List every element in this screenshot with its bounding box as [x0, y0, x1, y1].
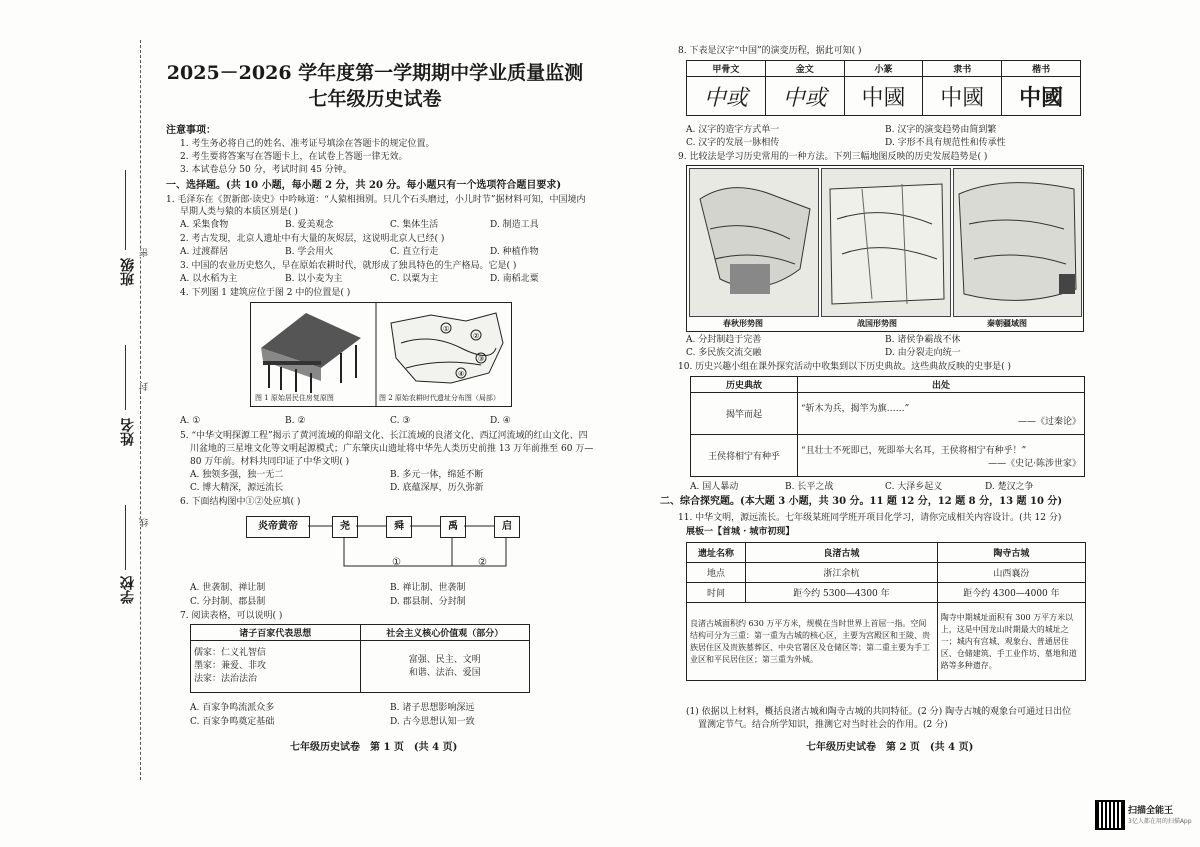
q6-option-b[interactable]: B. 禅让制、世袭制: [390, 583, 466, 593]
q8-header: 楷书: [1002, 61, 1081, 77]
q6-option-a[interactable]: A. 世袭制、禅让制: [190, 583, 266, 593]
page-two: [600, 0, 1200, 847]
q2-option-c[interactable]: C. 直立行走: [390, 247, 439, 257]
q10-option-a[interactable]: A. 国人暴动: [690, 482, 739, 492]
q5-option-c[interactable]: C. 博大精深，源远流长: [190, 483, 284, 493]
q7-stem: 7. 阅读表格，可以说明( ): [180, 611, 283, 621]
q10-option-c[interactable]: C. 大泽乡起义: [885, 482, 943, 492]
q8-option-c[interactable]: C. 汉字的发展一脉相传: [686, 138, 780, 148]
binding-margin: [0, 0, 150, 847]
q9-option-b[interactable]: B. 诸侯争霸战不休: [885, 335, 961, 345]
q11-subquestion-2: 置测定节气。结合所学知识，推测它对当时社会的作用。(2 分): [698, 720, 948, 730]
q2-option-b[interactable]: B. 学会用火: [285, 247, 334, 257]
q11-header: 遗址名称: [687, 543, 746, 563]
q8-header: 甲骨文: [687, 61, 766, 77]
q1-option-d[interactable]: D. 制造工具: [490, 220, 539, 230]
q7-option-c[interactable]: C. 百家争鸣奠定基础: [190, 717, 275, 727]
q7-header-2: 社会主义核心价值观（部分）: [360, 625, 530, 641]
q2-option-a[interactable]: A. 过渡群居: [180, 247, 229, 257]
seal-char-feng: 封: [140, 382, 150, 391]
q6-option-d[interactable]: D. 郡县制、分封制: [390, 597, 466, 607]
q10-header-2: 出处: [798, 377, 1085, 393]
q2-option-d[interactable]: D. 种植作物: [490, 247, 539, 257]
q1-option-b[interactable]: B. 爱美观念: [285, 220, 334, 230]
scanner-label: 扫描全能王: [1128, 806, 1174, 816]
q5-stem: 5. “中华文明探源工程”揭示了黄河流域的仰韶文化、长江流域的良渚文化、西辽河流域的红山文化、四: [180, 431, 588, 441]
q11-desc-taosi: 陶寺中期城址面积有 300 万平方米以上，这是中国龙山时期最大的城址之一；城内有宫城、观象台、普通居住区、仓储建筑、手工业作坊、墓地和道路等多种遗存。: [937, 603, 1085, 681]
q4-caption-1: 图 1 原始居民住房复原图: [255, 394, 334, 402]
q4-option-d[interactable]: D. ④: [490, 416, 511, 426]
q11-cell: 浙江余杭: [746, 563, 938, 583]
q4-option-b[interactable]: B. ②: [285, 416, 306, 426]
q11-panel-title: 展板一【首城 · 城市初现】: [686, 527, 795, 537]
q7-thought: 墨家：兼爱、非攻: [194, 661, 267, 671]
warring-states-map: [821, 168, 951, 317]
section-one-heading: 一、选择题。(共 10 小题，每小题 2 分，共 20 分。每小题只有一个选项符合题目要求): [166, 180, 562, 191]
q9-option-c[interactable]: C. 多民族交流交融: [686, 348, 762, 358]
flow-mark-1: ①: [392, 557, 401, 568]
q3-option-c[interactable]: C. 以粟为主: [390, 274, 439, 284]
qr-code-icon: [1095, 800, 1125, 830]
flow-node: 启: [494, 516, 520, 538]
q11-header: 陶寺古城: [937, 543, 1085, 563]
seal-char-xian: 线: [140, 518, 150, 527]
q1-option-c[interactable]: C. 集体生活: [390, 220, 439, 230]
q9-caption-3: 秦朝疆域图: [987, 318, 1027, 328]
q8-header: 小篆: [844, 61, 923, 77]
q6-stem: 6. 下面结构图中①②处应填( ): [180, 497, 301, 507]
note-item: 1. 考生务必将自己的姓名、准考证号填涂在答题卡的规定位置。: [180, 139, 435, 149]
svg-text:①: ①: [443, 325, 450, 333]
seal-char-mi: 密: [140, 248, 150, 257]
q7-thought: 儒家：仁义礼智信: [194, 648, 267, 658]
q5-option-a[interactable]: A. 独领多强，独一无二: [190, 470, 284, 480]
q11-stem: 11. 中华文明，源远流长。七年级某班同学班开项目化学习，请你完成相关内容设计。(共 12 分): [678, 513, 1062, 523]
q7-header-1: 诸子百家代表思想: [191, 625, 361, 641]
q5-option-b[interactable]: B. 多元一体，绵延不断: [390, 470, 484, 480]
flow-node: 炎帝黄帝: [246, 516, 310, 538]
q5-stem-3: 80 万年前。材料共同印证了中华文明( ): [190, 457, 350, 467]
q3-option-a[interactable]: A. 以水稻为主: [180, 274, 238, 284]
q8-header: 隶书: [923, 61, 1002, 77]
q8-option-d[interactable]: D. 字形不具有规范性和传承性: [885, 138, 1006, 148]
q4-option-a[interactable]: A. ①: [180, 416, 201, 426]
q10-table: [690, 376, 1085, 477]
flow-node: 禹: [440, 516, 466, 538]
q7-table: [190, 624, 530, 693]
q11-header: 良渚古城: [746, 543, 938, 563]
q1-stem: 1. 毛泽东在《贺新郎·读史》中吟咏道：“人猿相揖别。只几个石头磨过，小儿时节”据材料可知，中国境内: [166, 195, 586, 205]
q10-option-d[interactable]: D. 楚汉之争: [985, 482, 1034, 492]
q10-option-b[interactable]: B. 长平之战: [785, 482, 834, 492]
q11-cell: 距今约 4300—4000 年: [937, 583, 1085, 603]
q7-option-b[interactable]: B. 诸子思想影响深远: [390, 703, 475, 713]
q11-subquestion: (1) 依据以上材料，概括良渚古城和陶寺古城的共同特征。(2 分) 陶寺古城的观象台可通过日出位: [686, 707, 1072, 717]
note-item: 3. 本试卷总分 50 分，考试时间 45 分钟。: [180, 165, 352, 175]
q8-glyph-regular: 中國: [1002, 77, 1081, 116]
q9-stem: 9. 比较法是学习历史常用的一种方法。下列三幅地图反映的历史发展趋势是( ): [678, 152, 988, 162]
school-fill-line: [125, 505, 126, 570]
svg-text:③: ③: [478, 355, 485, 363]
site-map-image: [391, 313, 503, 383]
q4-stem: 4. 下列图 1 建筑应位于图 2 中的位置是( ): [180, 288, 351, 298]
q9-option-a[interactable]: A. 分封制趋于完善: [686, 335, 762, 345]
q8-glyph-clerical: 中國: [923, 77, 1002, 116]
flow-node: 尧: [332, 516, 358, 538]
scanner-watermark: [1128, 803, 1192, 825]
q7-value: 富强、民主、文明: [408, 654, 481, 665]
q5-option-d[interactable]: D. 底蕴深厚，历久弥新: [390, 483, 484, 493]
stilt-house-image: [261, 313, 361, 393]
flow-mark-2: ②: [478, 557, 487, 568]
q10-source: ——《史记·陈涉世家》: [988, 458, 1081, 469]
q3-option-d[interactable]: D. 南稻北粟: [490, 274, 539, 284]
flow-connectors: [300, 520, 530, 580]
q10-allusion: 王侯将相宁有种乎: [691, 435, 798, 477]
q11-row-label: 地点: [687, 563, 746, 583]
q2-stem: 2. 考古发现，北京人遗址中有大量的灰烬层，这说明北京人已经( ): [180, 234, 445, 244]
spring-autumn-map: [689, 168, 819, 317]
q11-row-label: 时间: [687, 583, 746, 603]
q7-option-a[interactable]: A. 百家争鸣流派众多: [190, 703, 275, 713]
seal-line: [140, 40, 141, 780]
flow-node: 舜: [386, 516, 412, 538]
q9-caption-1: 春秋形势图: [723, 318, 763, 328]
q4-figures: [251, 303, 511, 406]
name-label: 姓名: [120, 418, 136, 446]
svg-text:②: ②: [473, 332, 480, 340]
q11-table: [686, 542, 1086, 681]
q8-option-b[interactable]: B. 汉字的演变趋势由简到繁: [885, 125, 997, 135]
page-footer-right: 七年级历史试卷 第 2 页 (共 4 页): [806, 742, 974, 753]
qin-territory-map: [953, 168, 1082, 317]
q4-caption-2: 图 2 原始农耕时代遗址分布图（局部）: [379, 394, 500, 402]
q11-cell: 距今约 5300—4300 年: [746, 583, 938, 603]
q10-allusion: 揭竿而起: [691, 393, 798, 435]
q3-option-b[interactable]: B. 以小麦为主: [285, 274, 343, 284]
q10-header-1: 历史典故: [691, 377, 798, 393]
name-fill-line: [125, 345, 126, 410]
q9-maps: [686, 165, 1084, 332]
svg-text:④: ④: [458, 370, 465, 378]
q8-header: 金文: [765, 61, 844, 77]
notes-heading: 注意事项：: [166, 125, 216, 136]
school-label: 学校: [120, 576, 136, 604]
note-item: 2. 考生要将答案写在答题卡上，在试卷上答题一律无效。: [180, 152, 408, 162]
q8-stem: 8. 下表是汉字“中国”的演变历程，据此可知( ): [678, 46, 862, 56]
scanner-sub: 3亿人都在用的扫描App: [1128, 818, 1192, 825]
q11-desc-liangzhu: 良渚古城面积约 630 万平方米，规模在当时世界上首屈一指。空间结构可分为三重：第一重为古城的核心区，主要为宫殿区和王陵、贵族居住区及贵族墓葬区、中央官署区及仓储区等；第二重主要为手工业区和平民居住区；第三重为外城。: [687, 603, 938, 681]
q7-thought: 法家：法治法治: [194, 674, 258, 684]
q8-table: [686, 60, 1081, 116]
q8-glyph-bronze: 中或: [765, 77, 844, 116]
q8-glyph-oracle: 中或: [687, 77, 766, 116]
exam-title: 2025－2026 学年度第一学期期中学业质量监测: [166, 62, 584, 84]
q5-stem-2: 川盆地的三星堆文化等文明起源模式；广东肇庆山遗址将中华先人类历史前推 13 万年前推至 60 万—: [190, 444, 594, 454]
exam-subtitle: 七年级历史试卷: [308, 88, 442, 110]
q10-quote: “斩木为兵，揭竿为旗……”: [801, 403, 910, 414]
q6-option-c[interactable]: C. 分封制、郡县制: [190, 597, 266, 607]
q1-stem-2: 早期人类与猿的本质区别是( ): [180, 207, 298, 217]
section-two-heading: 二、综合探究题。(本大题 3 小题，共 30 分。11 题 12 分，12 题 8 分，13 题 10 分): [660, 496, 1063, 507]
q9-caption-2: 战国形势图: [857, 318, 897, 328]
q10-stem: 10. 历史兴趣小组在课外探究活动中收集到以下历史典故。这些典故反映的史事是( ): [678, 362, 1012, 372]
q4-figure-box: [250, 302, 512, 407]
q4-option-c[interactable]: C. ③: [390, 416, 411, 426]
q10-quote: “且壮士不死即已，死即举大名耳，王侯将相宁有种乎！”: [801, 445, 1027, 456]
q8-glyph-seal: 中國: [844, 77, 923, 116]
q1-option-a[interactable]: A. 采集食物: [180, 220, 229, 230]
class-label: 班级: [120, 258, 136, 286]
page-footer-left: 七年级历史试卷 第 1 页 (共 4 页): [290, 742, 458, 753]
q9-option-d[interactable]: D. 由分裂走向统一: [885, 348, 961, 358]
q3-stem: 3. 中国的农业历史悠久，早在原始农耕时代，就形成了独具特色的生产格局。它是( ): [180, 261, 517, 271]
q11-cell: 山西襄汾: [937, 563, 1085, 583]
class-fill-line: [125, 170, 126, 250]
q8-option-a[interactable]: A. 汉字的造字方式单一: [686, 125, 780, 135]
q7-option-d[interactable]: D. 古今思想认知一致: [390, 717, 475, 727]
q10-source: ——《过秦论》: [1017, 416, 1081, 427]
q7-value: 和谐、法治、爱国: [408, 667, 481, 678]
